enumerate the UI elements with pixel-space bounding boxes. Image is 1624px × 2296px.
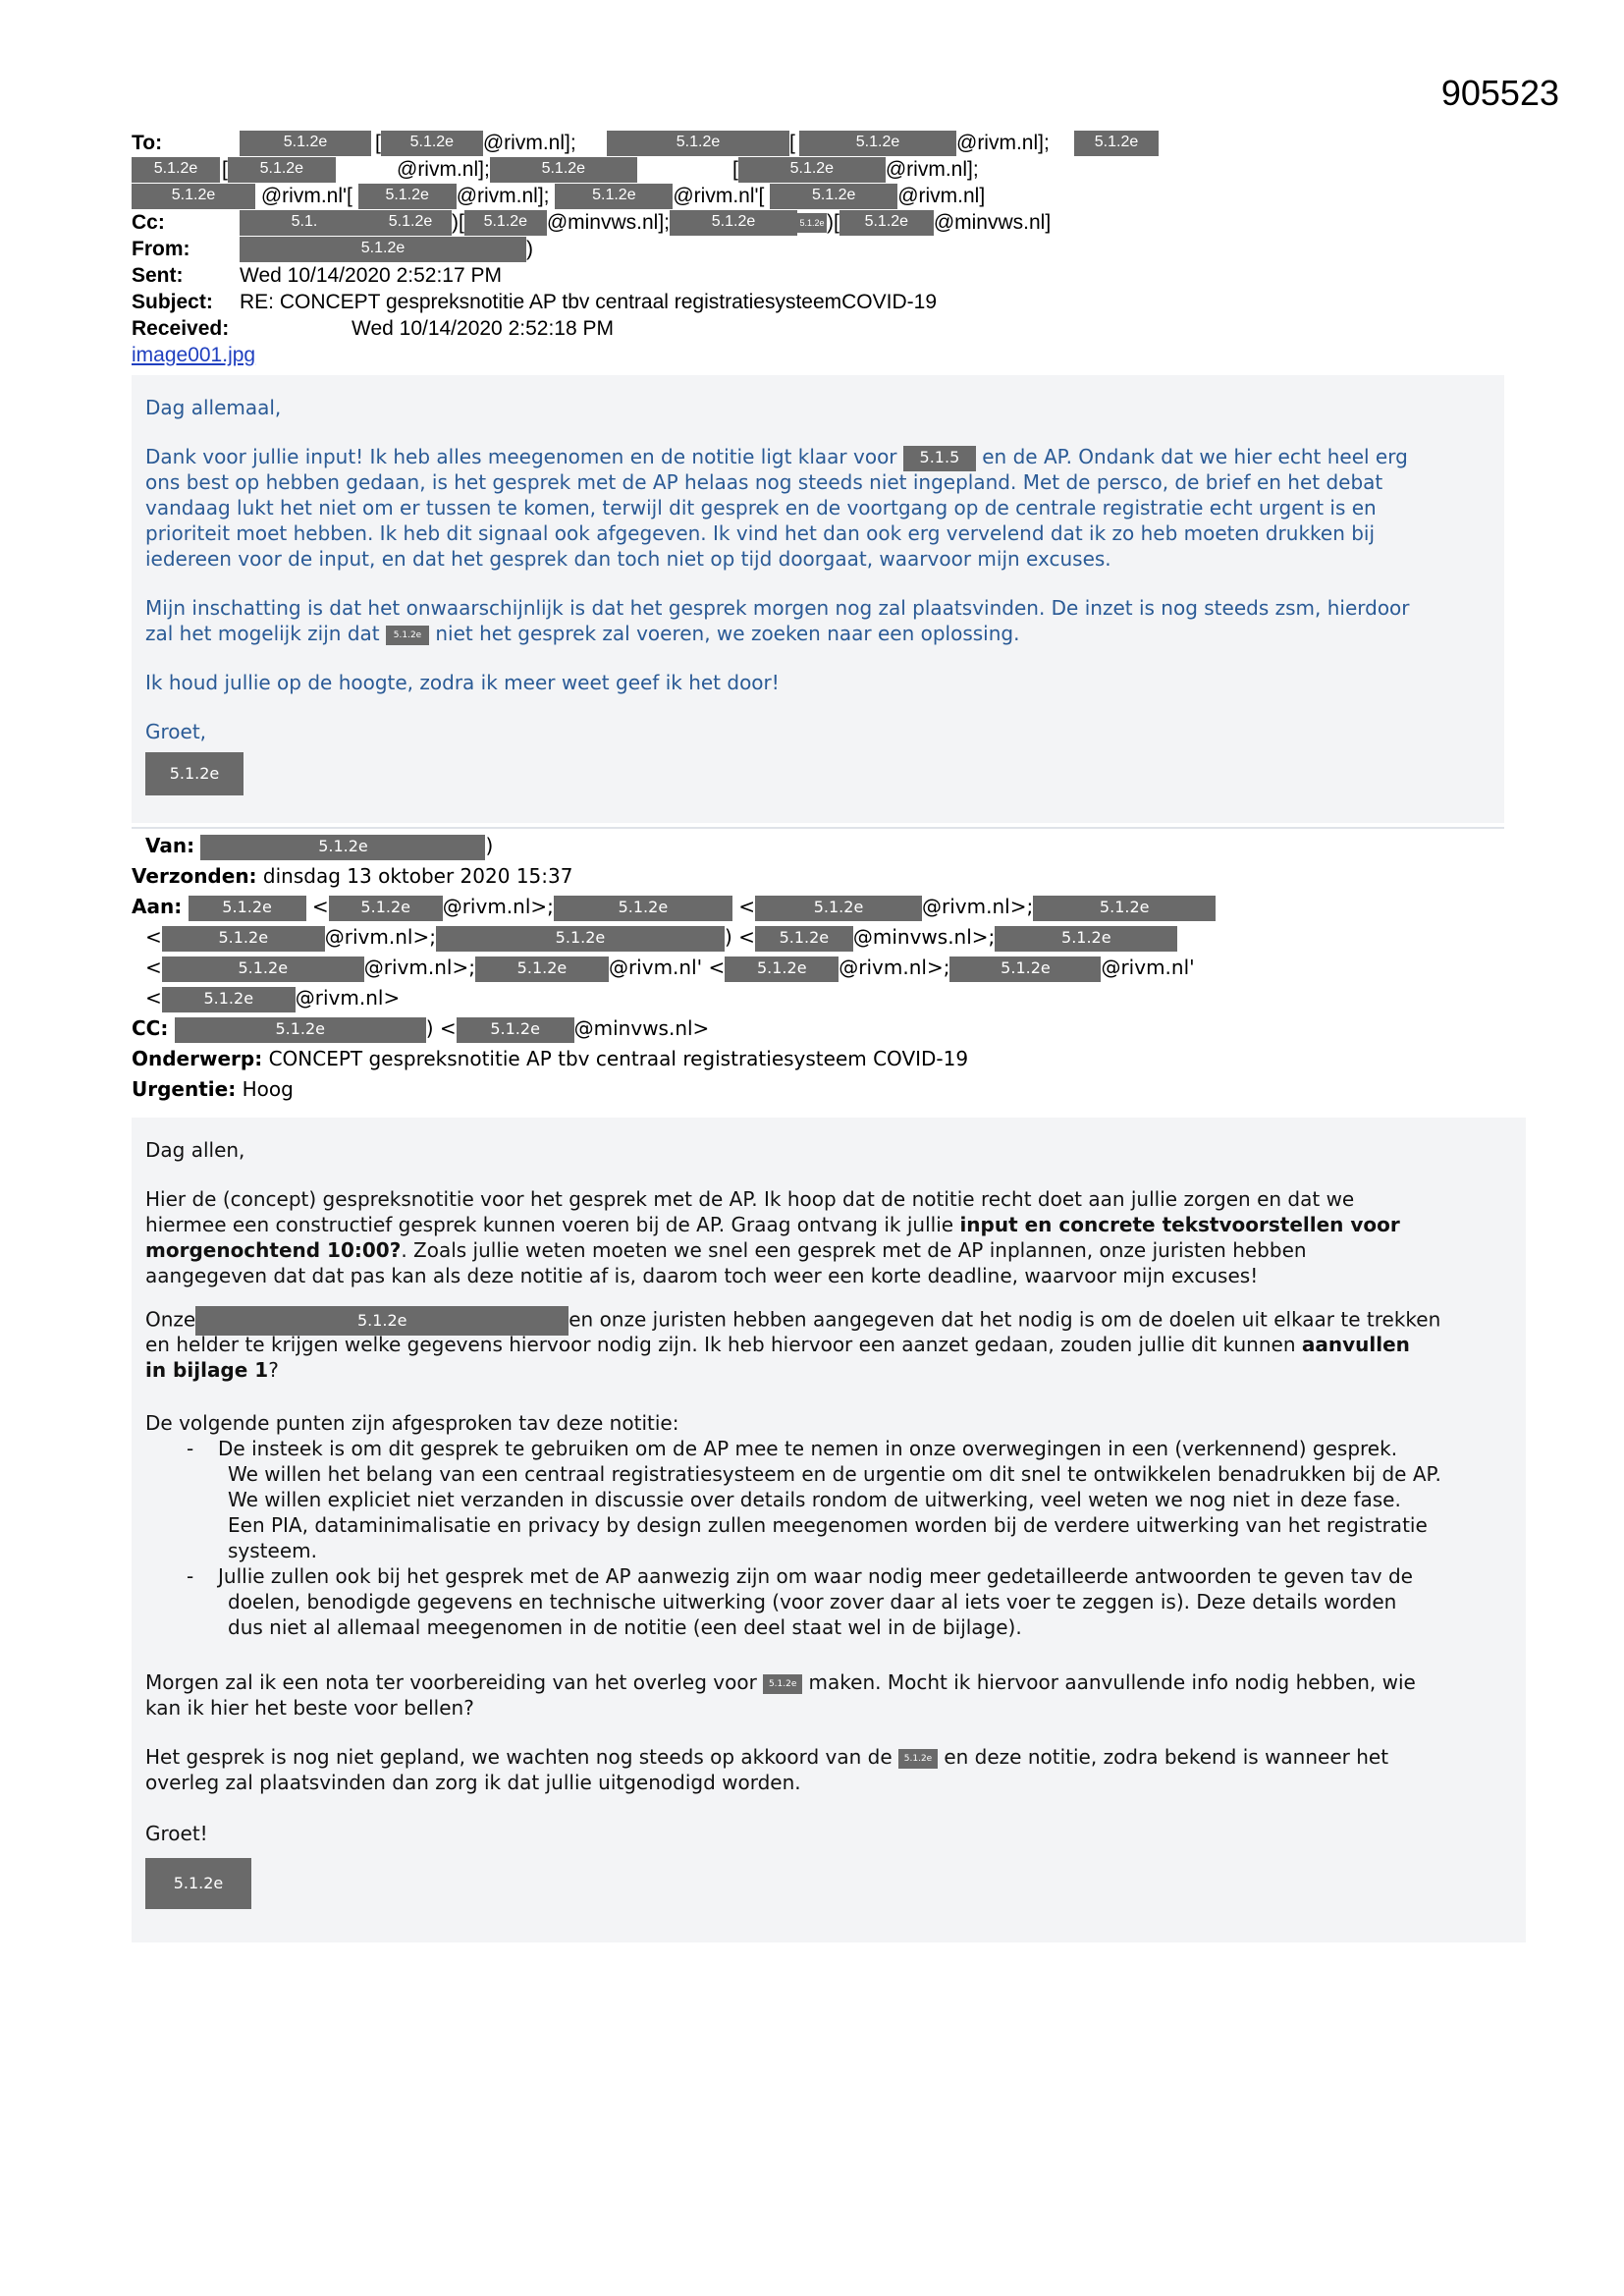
bullet-item: Een PIA, dataminimalisatie en privacy by design zullen meegenomen worden bij de verdere uitwerking van het registratie (228, 1513, 1428, 1537)
redaction: 5.1.2e (670, 210, 797, 236)
original-paragraph: Onze 5.1.2e en onze juristen hebben aangegeven dat het nodig is om de doelen uit elkaar te trekken (145, 1306, 1500, 1336)
redaction: 5.1.2e (358, 184, 457, 209)
email-domain: @rivm.nl] (897, 185, 986, 207)
redaction: 5.1.2e (797, 213, 827, 233)
from-line: From: 5.1.2e ) (132, 236, 190, 262)
redaction: 5.1.2e (799, 131, 956, 156)
reply-paragraph: Mijn inschatting is dat het onwaarschijnlijk is dat het gesprek morgen nog zal plaatsvinden. De inzet is nog steeds zsm, hierdoor (145, 596, 1410, 620)
aan-line-2: < 5.1.2e @rivm.nl>; 5.1.2e ) < 5.1.2e @minvws.nl>; 5.1.2e (145, 924, 1177, 952)
cc-line-original: CC: 5.1.2e ) < 5.1.2e @minvws.nl> (132, 1015, 709, 1043)
redaction: 5.1.2e (763, 1674, 802, 1694)
email-domain: @minvws.nl] (933, 211, 1052, 234)
bullet-dash: - (187, 1437, 194, 1460)
redaction: 5.1.5 (903, 446, 976, 471)
original-greeting: Dag allen, (145, 1138, 245, 1162)
redaction: 5.1.2e (369, 210, 452, 236)
aan-line-4: < 5.1.2e @rivm.nl> (145, 985, 400, 1012)
to-line-1: To: 5.1.2e [ 5.1.2e @rivm.nl]; 5.1.2e [ 5.1.2e @rivm.nl]; 5.1.2e (132, 130, 162, 156)
email-domain: @minvws.nl]; (546, 211, 670, 234)
subject-value: RE: CONCEPT gespreksnotitie AP tbv centraal registratiesysteemCOVID-19 (240, 291, 938, 313)
sent-label: Sent: (132, 264, 184, 287)
redaction: 5.1.2e (175, 1017, 426, 1043)
received-label: Received: (132, 317, 230, 340)
redaction: 5.1.2e (228, 157, 336, 183)
urgentie-line: Urgentie: Hoog (132, 1077, 294, 1101)
to-line-2: 5.1.2e [ 5.1.2e @rivm.nl]; 5.1.2e [ 5.1.2e @rivm.nl]; (132, 156, 220, 183)
redaction: 5.1.2e (898, 1749, 938, 1769)
redaction: 5.1.2e (145, 752, 244, 795)
bullet-item: doelen, benodigde gegevens en technische uitwerking (voor zover daar al iets voer te zeggen is). Deze details worden (228, 1590, 1397, 1613)
original-paragraph: Het gesprek is nog niet gepland, we wachten nog steeds op akkoord van de 5.1.2e en deze notitie, zodra bekend is wanneer het (145, 1745, 1389, 1769)
reply-closing: Groet, (145, 720, 207, 743)
bullet-dash: - (187, 1564, 194, 1588)
bullet-item: dus niet al allemaal meegenomen in de notitie (een deel staat wel in de bijlage). (228, 1615, 1022, 1639)
redaction: 5.1.2e (1074, 131, 1159, 156)
verzonden-line: Verzonden: dinsdag 13 oktober 2020 15:37 (132, 864, 573, 888)
to-label: To: (132, 132, 163, 154)
document-number: 905523 (1440, 73, 1559, 113)
redaction: 5.1.2e (554, 896, 732, 921)
redaction: 5.1.2e (329, 896, 443, 921)
redaction: 5.1.2e (457, 1017, 574, 1043)
redaction: 5.1.2e (240, 237, 526, 262)
email-domain: @rivm.nl]; (397, 158, 490, 181)
original-paragraph: en helder te krijgen welke gegevens hiervoor nodig zijn. Ik heb hiervoor een aanzet gedaan, zouden jullie dit kunnen aanvullen (145, 1333, 1410, 1356)
bullet-item: We willen expliciet niet verzanden in discussie over details rondom de uitwerking, veel weten we nog niet in deze fase. (228, 1488, 1401, 1511)
onderwerp-line: Onderwerp: CONCEPT gespreksnotitie AP tbv centraal registratiesysteem COVID-19 (132, 1047, 969, 1070)
reply-paragraph: zal het mogelijk zijn dat 5.1.2e niet het gesprek zal voeren, we zoeken naar een oplossing. (145, 622, 1020, 645)
email-domain: @rivm.nl]; (482, 132, 576, 154)
email-domain: @rivm.nl]; (456, 185, 550, 207)
to-line-3 (132, 183, 985, 209)
redaction: 5.1.2e (145, 1858, 251, 1909)
reply-signature (145, 752, 1500, 795)
from-label: From: (132, 238, 190, 260)
redaction: 5.1. (240, 210, 369, 236)
subject-line (132, 289, 938, 315)
redaction: 5.1.2e (436, 926, 725, 952)
redaction: 5.1.2e (162, 926, 325, 952)
email-domain: @rivm.nl'[ (260, 185, 352, 207)
email-domain: @rivm.nl]; (885, 158, 979, 181)
redaction: 5.1.2e (725, 957, 839, 982)
redaction: 5.1.2e (490, 157, 637, 183)
van-line: Van: 5.1.2e ) (145, 833, 493, 860)
original-paragraph: De volgende punten zijn afgesproken tav deze notitie: (145, 1411, 679, 1435)
attachment-link[interactable]: image001.jpg (132, 344, 256, 366)
original-paragraph: Hier de (concept) gespreksnotitie voor het gesprek met de AP. Ik hoop dat de notitie recht doet aan jullie zorgen en dat we (145, 1187, 1355, 1211)
separator (132, 827, 1504, 829)
original-paragraph: hiermee een constructief gesprek kunnen voeren bij de AP. Graag ontvang ik jullie input en concrete tekstvoorstellen voor (145, 1213, 1400, 1236)
redaction: 5.1.2e (162, 987, 296, 1012)
received-value: Wed 10/14/2020 2:52:18 PM (352, 317, 614, 340)
sent-value: Wed 10/14/2020 2:52:17 PM (240, 264, 502, 287)
reply-paragraph: vandaag lukt het niet om er tussen te komen, terwijl dit gesprek en de voortgang op de centrale registratie echt urgent is en (145, 496, 1377, 519)
email-domain: @rivm.nl]; (956, 132, 1050, 154)
redaction: 5.1.2e (189, 896, 306, 921)
original-paragraph: Morgen zal ik een nota ter voorbereiding van het overleg voor 5.1.2e maken. Mocht ik hiervoor aanvullende info nodig hebben, wie (145, 1670, 1416, 1694)
reply-paragraph: prioriteit moet hebben. Ik heb dit signaal ook afgegeven. Ik vind het dan ook erg vervelend dat ik zo heb moeten drukken bij (145, 521, 1376, 545)
bullet-item: Jullie zullen ook bij het gesprek met de AP aanwezig zijn om waar nodig meer gedetailleerde antwoorden te geven tav de (218, 1564, 1413, 1588)
original-paragraph: aangegeven dat dat pas kan als deze notitie af is, daarom toch weer een korte deadline, waarvoor mijn excuses! (145, 1264, 1259, 1287)
redaction: 5.1.2e (464, 210, 547, 236)
bullet-item: We willen het belang van een centraal registratiesysteem en de urgentie om dit snel te ontwikkelen benadrukken bij de AP. (228, 1462, 1441, 1486)
reply-body (132, 375, 1504, 823)
redaction: 5.1.2e (555, 184, 673, 209)
original-paragraph: kan ik hier het beste voor bellen? (145, 1696, 474, 1720)
redaction: 5.1.2e (200, 835, 485, 860)
redaction: 5.1.2e (949, 957, 1101, 982)
redaction: 5.1.2e (162, 957, 364, 982)
cc-label: Cc: (132, 211, 165, 234)
redaction: 5.1.2e (1033, 896, 1216, 921)
redaction: 5.1.2e (839, 210, 934, 236)
original-closing: Groet! (145, 1822, 208, 1845)
original-body (132, 1118, 1526, 1942)
email-domain: @rivm.nl'[ (673, 185, 765, 207)
redaction: 5.1.2e (132, 157, 220, 183)
redaction: 5.1.2e (738, 157, 886, 183)
aan-line-1: Aan: 5.1.2e < 5.1.2e @rivm.nl>; 5.1.2e < 5.1.2e @rivm.nl>; 5.1.2e (132, 894, 1216, 921)
bullet-item: systeem. (228, 1539, 317, 1562)
original-paragraph: overleg zal plaatsvinden dan zorg ik dat jullie uitgenodigd worden. (145, 1771, 801, 1794)
redaction: 5.1.2e (381, 131, 483, 156)
redaction: 5.1.2e (386, 626, 429, 645)
original-paragraph: morgenochtend 10:00?. Zoals jullie weten moeten we snel een gesprek met de AP inplannen, onze juristen hebben (145, 1238, 1307, 1262)
reply-greeting: Dag allemaal, (145, 396, 282, 419)
sent-line (132, 262, 502, 289)
aan-line-3: < 5.1.2e @rivm.nl>; 5.1.2e @rivm.nl' < 5.1.2e @rivm.nl>; 5.1.2e @rivm.nl' (145, 955, 1195, 982)
redaction: 5.1.2e (607, 131, 789, 156)
cc-line: Cc: 5.1. 5.1.2e )[ 5.1.2e @minvws.nl]; 5.1.2e 5.1.2e )[ 5.1.2e @minvws.nl] (132, 209, 165, 236)
reply-paragraph: Dank voor jullie input! Ik heb alles meegenomen en de notitie ligt klaar voor 5.1.5 en de AP. Ondank dat we hier echt heel erg (145, 444, 1500, 471)
redaction: 5.1.2e (475, 957, 609, 982)
received-line (132, 315, 614, 342)
redaction: 5.1.2e (195, 1306, 568, 1336)
original-signature (145, 1858, 1500, 1909)
reply-paragraph: iedereen voor de input, en dat het gesprek dan toch niet op tijd doorgaat, waarvoor mijn excuses. (145, 547, 1111, 571)
redaction: 5.1.2e (132, 184, 255, 209)
redaction: 5.1.2e (240, 131, 371, 156)
redaction: 5.1.2e (770, 184, 897, 209)
redaction: 5.1.2e (755, 926, 853, 952)
redaction: 5.1.2e (995, 926, 1177, 952)
redaction: 5.1.2e (755, 896, 922, 921)
reply-paragraph: ons best op hebben gedaan, is het gesprek met de AP helaas nog steeds niet ingepland. Met de persco, de brief en het debat (145, 470, 1383, 494)
original-paragraph: in bijlage 1? (145, 1358, 279, 1382)
subject-label: Subject: (132, 291, 213, 313)
reply-paragraph: Ik houd jullie op de hoogte, zodra ik meer weet geef ik het door! (145, 671, 780, 694)
bullet-item: De insteek is om dit gesprek te gebruiken om de AP mee te nemen in onze overwegingen in een (verkennend) gesprek. (218, 1437, 1398, 1460)
